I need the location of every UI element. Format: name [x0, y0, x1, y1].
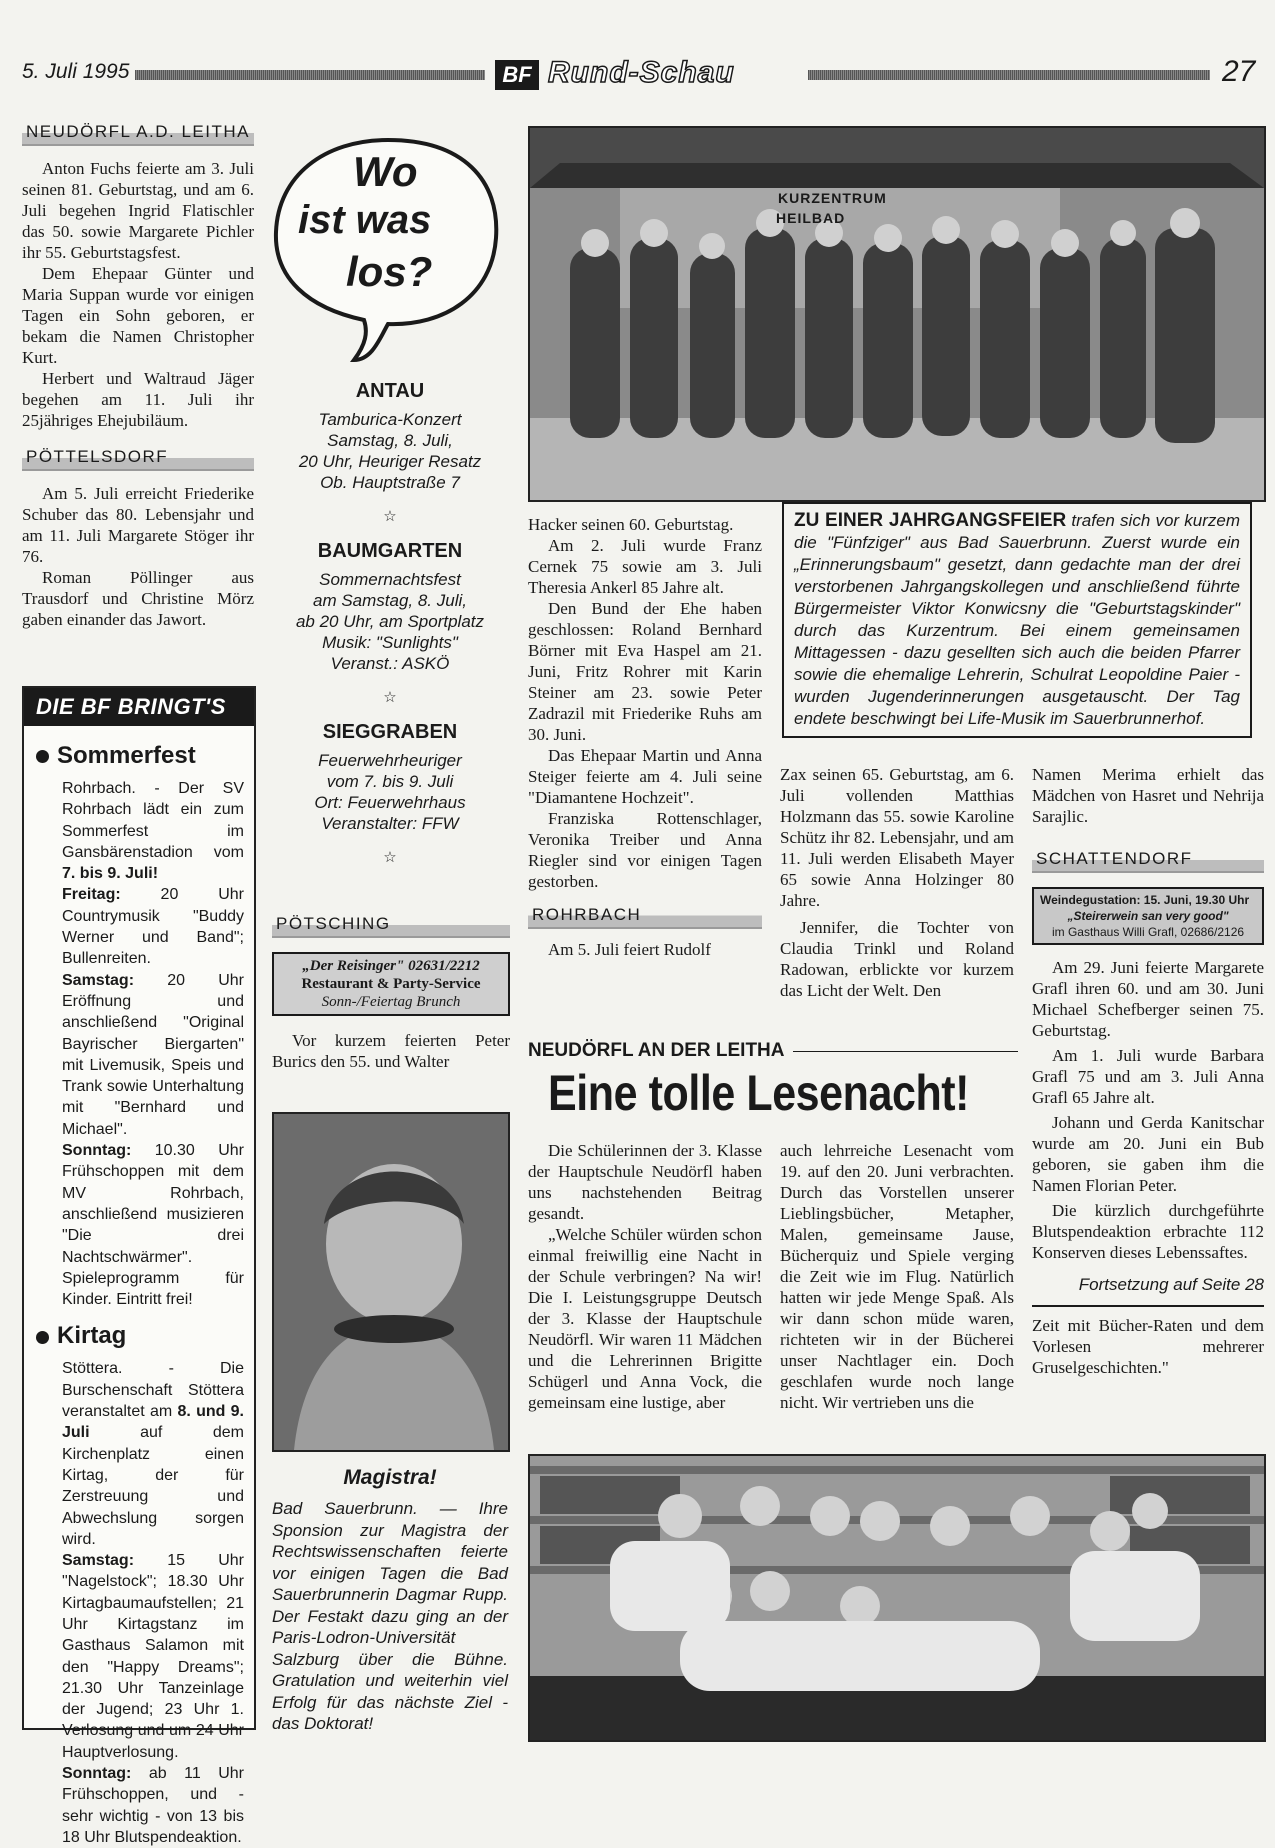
event-antau-heading: ANTAU [355, 380, 425, 402]
page-number: 27 [1222, 55, 1256, 88]
magistra-section [272, 1466, 508, 1735]
ad-line: Weindegustation: 15. Juni, 19.30 Uhr [1040, 893, 1250, 907]
paragraph: Vor kurzem feierten Peter Burics den 55. und Walter [272, 1031, 510, 1071]
star-icon: ☆ [383, 509, 397, 525]
event-heading-kirtag [36, 1322, 244, 1350]
photo-caption-box [782, 502, 1252, 738]
ad-reisinger [272, 952, 510, 1016]
event-line: ab 20 Uhr, am Sportplatz [295, 612, 485, 631]
ad-line: im Gasthaus Willi Grafl, 02686/2126 [1051, 925, 1245, 939]
speech-bubble [268, 128, 508, 368]
text: 10.30 Uhr Frühschoppen mit dem MV Rohrbach, anschließend musizieren "Die drei Nachtschwärmer". Spieleprogramm für Kinder. Eintritt frei! [62, 1142, 244, 1309]
paragraph: Am 5. Juli erreicht Friederike Schuber das 80. Lebensjahr und am 11. Juli Margarete Stöger ihr 76. [22, 484, 254, 566]
bubble-line-3: los? [346, 248, 433, 295]
paragraph: Roman Pöllinger aus Trausdorf und Christine Mörz gaben einander das Jawort. [22, 568, 254, 629]
story-col-1 [528, 1140, 762, 1413]
text: 20 Uhr Countrymusik "Buddy Werner und Band"; Bullenreiten. [62, 886, 244, 968]
event-line: Samstag, 8. Juli, [327, 431, 453, 450]
sommerfest-text [36, 778, 244, 1310]
column-5 [1032, 764, 1264, 1378]
paragraph: Am 2. Juli wurde Franz Cernek 75 sowie am 3. Juli Theresia Ankerl 85 Jahre alt. [528, 536, 762, 597]
event-heading-sommerfest [36, 742, 244, 770]
day-label: Freitag: [62, 886, 121, 904]
story-col-2 [780, 1140, 1014, 1413]
section-heading-neudoerfl: NEUDÖRFL A.D. LEITHA [22, 120, 254, 146]
text: ab 11 Uhr Frühschoppen, und - sehr wichtig - von 13 bis 18 Uhr Blutspendeaktion. [62, 1765, 244, 1846]
event-line: vom 7. bis 9. Juli [326, 772, 454, 791]
caption-body: trafen sich vor kurzem die "Fünfziger" aus Bad Sauerbrunn. Zuerst wurde ein „Erinnerungsbaum" gesetzt, dann gedachte man der drei verstorbenen Jahrgangskollegen und anschließend führte Bürgermeister Viktor Konwicsny die "Geburtstagskinder" durch das Kurzentrum. Bei einem gemeinsamen Mittagessen - dazu gesellten sich auch die beiden Pfarrer sowie die ehemalige Lehrerin, Schulrat Leopoldine Paier - wurden Jugenderinnerungen ausgetauscht. Der Tag endete beschwingt bei Life-Musik im Sauerbrunnerhof. [794, 511, 1240, 728]
portrait-photo [272, 1112, 510, 1452]
ad-weindegustation [1032, 887, 1264, 945]
masthead-logo: BF [495, 60, 539, 90]
paragraph: Die kürzlich durchgeführte Blutspendeaktion erbrachte 112 Konserven dieses Lebenssaftes. [1032, 1201, 1264, 1262]
bullet-icon [36, 750, 49, 763]
text: Stöttera. - Die Burschenschaft Stöttera veranstaltet am [62, 1360, 244, 1421]
bubble-line-1: Wo [353, 148, 418, 195]
bf-bringts-box [22, 686, 256, 1846]
day-label: Sonntag: [62, 1765, 132, 1783]
section-heading-schattendorf: SCHATTENDORF [1032, 847, 1264, 873]
ad-line: „Steirerwein san very good" [1067, 909, 1229, 923]
masthead-rule-left [135, 70, 485, 80]
paragraph: Zax seinen 65. Geburtstag, am 6. Juli vollenden Matthias Holzmann das 55. sowie Karoline Schütz ihr 82. Lebensjahr, und am 11. Juli werden Elisabeth Mayer 65 sowie Anna Holzinger 80 Jahre. [780, 765, 1014, 910]
column-1-text-2 [22, 483, 254, 630]
event-line: Musik: "Sunlights" [322, 633, 458, 652]
paragraph: Am 1. Juli wurde Barbara Grafl 75 und am 3. Juli Anna Grafl 65 Jahre alt. [1032, 1046, 1264, 1107]
bullet-icon [36, 1331, 49, 1344]
caption-text [794, 510, 1240, 730]
star-icon: ☆ [383, 690, 397, 706]
paragraph: „Welche Schüler würden schon einmal freiwillig eine Nacht in der Schule verbringen? Na wir! Die I. Leistungsgruppe Deutsch der 3. Klasse der Hauptschule Neudörfl. Wir waren 11 Mädchen und die Lehrerinnen Brigitte Schügerl und Anna Vock, die gemeinsam eine lustige, aber [528, 1225, 762, 1412]
poetsching-text [272, 1030, 510, 1072]
magistra-heading: Magistra! [343, 1466, 437, 1489]
event-line: Tamburica-Konzert [318, 410, 462, 429]
event-title: Kirtag [57, 1322, 127, 1350]
paragraph: Namen Merima erhielt das Mädchen von Hasret und Nehrija Sarajlic. [1032, 765, 1264, 826]
bubble-line-2: ist was [298, 198, 432, 242]
event-line: Veranst.: ASKÖ [330, 654, 450, 673]
continuation-note: Fortsetzung auf Seite 28 [1032, 1275, 1264, 1307]
ad-line: „Der Reisinger" 02631/2212 [302, 958, 480, 974]
section-heading-poettelsdorf: PÖTTELSDORF [22, 445, 254, 471]
event-line: Feuerwehrheuriger [318, 751, 462, 770]
dates: 7. bis 9. Juli! [62, 865, 159, 883]
reading-night-image [530, 1456, 1264, 1740]
magistra-text: Bad Sauerbrunn. — Ihre Sponsion zur Magistra der Rechtswissenschaften feierte vor einigen Tagen die Bad Sauerbrunnerin Dagmar Rupp. Der Festakt dazu ging an der Paris-Lodron-Universität Salzburg über die Bühne. Gratulation und weiterhin viel Erfolg für das nächste Ziel - das Doktorat! [272, 1499, 508, 1733]
paragraph: Anton Fuchs feierte am 3. Juli seinen 81. Geburtstag, und am 6. Juli begehen Ingrid Flatischler das 50. sowie Margarete Pichler ihr 55. Geburtstagsfest. [22, 159, 254, 262]
column-1 [22, 120, 254, 630]
masthead-title: Rund-Schau [548, 56, 735, 89]
group-photo-image [530, 128, 1264, 500]
column-1-text [22, 158, 254, 431]
event-line: Sommernachtsfest [319, 570, 461, 589]
day-label: Sonntag: [62, 1142, 132, 1160]
event-line: Ob. Hauptstraße 7 [320, 473, 460, 492]
section-heading-rohrbach: ROHRBACH [528, 902, 762, 929]
ad-line: Sonn-/Feiertag Brunch [321, 994, 461, 1010]
column-3 [528, 514, 762, 960]
paragraph: Franziska Rottenschlager, Veronika Treiber und Anna Riegler sind vor einigen Tagen gestorben. [528, 809, 762, 891]
text: 15 Uhr "Nagelstock"; 18.30 Uhr Kirtagbaumaufstellen; 21 Uhr Kirtagstanz im Gasthaus Salamon mit den "Happy Dreams"; 21.30 Uhr Tanzeinlage der Jugend; 23 Uhr 1. Verlosung und um 24 Uhr Hauptverlosung. [62, 1552, 244, 1761]
event-line: Veranstalter: FFW [321, 814, 459, 833]
paragraph: Jennifer, die Tochter von Claudia Trinkl und Roland Radowan, erblickte vor kurzem das Licht der Welt. Den [780, 918, 1014, 1000]
masthead-date: 5. Juli 1995 [22, 60, 130, 83]
star-icon: ☆ [383, 850, 397, 866]
dates: 8. und 9. Juli [62, 1403, 244, 1442]
column-4 [780, 764, 1014, 1001]
group-photo [528, 126, 1266, 502]
ad-line: Restaurant & Party-Service [301, 976, 481, 992]
paragraph: Den Bund der Ehe haben geschlossen: Roland Bernhard Börner mit Eva Haspel am 21. Juni, Fritz Rohrer mit Karin Steiner am 23. sowie Peter Zadrazil mit Friederike Ruhs am 30. Juni. [528, 599, 762, 744]
story-kicker-row [528, 1040, 1018, 1062]
portrait-image [274, 1114, 508, 1450]
sign-kurzentrum: KURZENTRUM [778, 190, 887, 206]
paragraph: Johann und Gerda Kanitschar wurde am 20. Juni ein Bub geboren, sie gaben ihm die Namen Florian Peter. [1032, 1113, 1264, 1195]
kirtag-text [36, 1358, 244, 1848]
section-heading-poetsching: PÖTSCHING [272, 912, 510, 938]
paragraph: Hacker seinen 60. Geburtstag. [528, 515, 734, 534]
kicker-rule [793, 1051, 1019, 1052]
paragraph: Die Schülerinnen der 3. Klasse der Hauptschule Neudörfl haben uns nachstehenden Beitrag gesandt. [528, 1141, 762, 1223]
masthead-rule-right [808, 70, 1210, 80]
paragraph: Zeit mit Bücher-Raten und dem Vorlesen mehrerer Gruselgeschichten." [1032, 1316, 1264, 1377]
sign-heilbad: HEILBAD [776, 210, 846, 226]
paragraph: auch lehrreiche Lesenacht vom 19. auf den 20. Juni verbrachten. Durch das Vorstellen unserer Lieblingsbücher, Metapher, Malen, gemeinsame Jause, Bücherquiz und Spiele verging die Zeit wie im Flug. Natürlich hatten wir jede Menge Spaß. Als wir dann schon müde waren, richteten wir in der Bücherei unser Nachtlager ein. Doch geschlafen wurde noch lange nicht. Wir vertrieben uns die [780, 1141, 1014, 1412]
reading-night-photo [528, 1454, 1266, 1742]
paragraph: Das Ehepaar Martin und Anna Steiger feierte am 4. Juli seine "Diamantene Hochzeit". [528, 746, 762, 807]
paragraph: Am 5. Juli feiert Rudolf [548, 940, 711, 959]
day-label: Samstag: [62, 971, 135, 989]
event-line: 20 Uhr, Heuriger Resatz [298, 452, 482, 471]
caption-lead: ZU EINER JAHRGANGSFEIER [794, 510, 1067, 531]
story-kicker: NEUDÖRFL AN DER LEITHA [528, 1040, 785, 1061]
event-baumgarten-heading: BAUMGARTEN [317, 540, 463, 562]
event-line: am Samstag, 8. Juli, [312, 591, 467, 610]
poetsching-section [272, 912, 510, 1072]
text: auf dem Kirchenplatz einen Kirtag, der für Zerstreuung und Abwechslung sorgen wird. [62, 1424, 244, 1548]
events-list [270, 380, 510, 881]
paragraph: Dem Ehepaar Günter und Maria Suppan wurde vor einigen Tagen ein Sohn geboren, er bekam die Namen Christopher Kurt. [22, 264, 254, 367]
day-label: Samstag: [62, 1552, 135, 1570]
story-headline: Eine tolle Lesenacht! [548, 1065, 970, 1121]
event-line: Ort: Feuerwehrhaus [314, 793, 466, 812]
paragraph: Herbert und Waltraud Jäger begehen am 11. Juli ihr 25jähriges Ehejubiläum. [22, 369, 254, 430]
lesenacht-end [1032, 1315, 1264, 1378]
text: Rohrbach. - Der SV Rohrbach lädt ein zum Sommerfest im Gansbärenstadion vom [62, 780, 244, 861]
text: 20 Uhr Eröffnung und anschließend "Original Bayrischer Biergarten" mit Livemusik, Speis und Trank sowie Unterhaltung mit "Bernhard und Michael". [62, 971, 244, 1138]
box-heading: DIE BF BRINGT'S [24, 688, 254, 726]
event-sieggraben-heading: SIEGGRABEN [322, 721, 458, 743]
schattendorf-text [1032, 957, 1264, 1263]
event-title: Sommerfest [57, 742, 196, 769]
paragraph: Am 29. Juni feierte Margarete Grafl ihren 60. und am 30. Juni Michael Schefberger seinen 75. Geburtstag. [1032, 958, 1264, 1040]
